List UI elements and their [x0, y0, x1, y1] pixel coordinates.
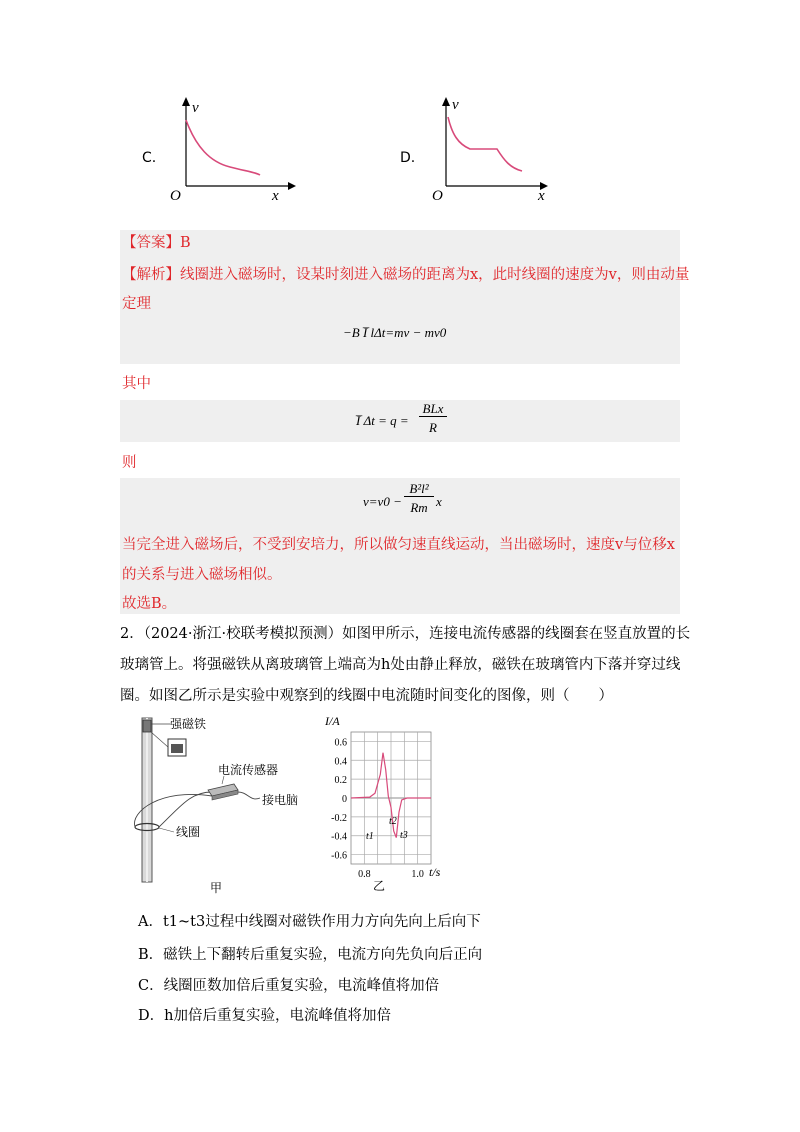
chart-y-label: I/A	[325, 714, 340, 728]
y-tick-label: -0.4	[331, 831, 347, 843]
graph-d-x-label: x	[538, 188, 545, 202]
option-d-text: h加倍后重复实验，电流峰值将加倍	[164, 1008, 391, 1024]
annotation-t1: t1	[366, 831, 374, 842]
option-c-text: 线圈匝数加倍后重复实验，电流峰值将加倍	[163, 978, 440, 994]
graph-d-y-arrow	[442, 97, 450, 106]
option-c-letter: C．	[138, 978, 164, 994]
question-2-line-2: 玻璃管上。将强磁铁从离玻璃管上端高为h处由静止释放，磁铁在玻璃管内下落并穿过线	[120, 657, 681, 673]
computer-label: 接电脑	[262, 793, 299, 807]
option-a[interactable]	[138, 910, 481, 931]
equation-3-denominator: Rm	[410, 500, 428, 515]
equation-3-numerator: B²l²	[404, 481, 434, 497]
then-label: 则	[122, 455, 137, 471]
option-b-text: 磁铁上下翻转后重复实验，电流方向先负向后正向	[163, 947, 483, 963]
y-tick-label: 0.6	[334, 737, 347, 749]
graph-d-curve	[448, 117, 522, 171]
analysis-line-1: 【解析】线圈进入磁场时，设某时刻进入磁场的距离为x，此时线圈的速度为v，则由动量	[122, 267, 690, 283]
y-tick-label: 0.2	[334, 775, 347, 787]
equation-2-denominator: R	[429, 420, 437, 435]
option-a-letter: A．	[138, 914, 163, 930]
equation-2-left: I̅ Δt = q =	[356, 413, 409, 428]
coil-leader	[159, 828, 174, 832]
option-d[interactable]	[138, 1004, 391, 1025]
option-b-letter: B．	[138, 947, 164, 963]
y-tick-label: 0.4	[334, 756, 347, 768]
strong-magnet	[143, 720, 151, 732]
graph-c-x-arrow	[288, 182, 296, 190]
among-label: 其中	[122, 376, 151, 392]
magnet-label: 强磁铁	[170, 717, 207, 731]
sensor-label: 电流传感器	[218, 763, 279, 777]
figure-jia	[120, 712, 300, 897]
x-tick-label: 1.0	[411, 869, 424, 880]
explanation-line-3: 故选B。	[122, 596, 177, 612]
question-2-line-1: 2．（2024·浙江·校联考模拟预测）如图甲所示，连接电流传感器的线圈套在竖直放置的长	[120, 626, 691, 642]
inset-leader	[151, 732, 168, 747]
option-c[interactable]	[138, 974, 439, 995]
answer-label: 【答案】B	[122, 235, 191, 251]
chart-caption: 乙	[373, 879, 386, 893]
graph-c-v-label: v	[192, 100, 199, 116]
equation-2-numerator: BLx	[419, 401, 447, 417]
annotation-t2: t2	[389, 816, 397, 827]
equation-3-left: v=v0 −	[363, 494, 402, 509]
equation-3-right: x	[436, 494, 442, 509]
graph-c-x-label: x	[272, 188, 279, 202]
equation-1: −B I̅ lΔt=mv − mv0	[343, 325, 447, 340]
explanation-line-2: 的关系与进入磁场相似。	[122, 567, 282, 583]
option-a-text: t1~t3过程中线圈对磁铁作用力方向先向上后向下	[162, 914, 481, 930]
question-2-line-3: 圈。如图乙所示是实验中观察到的线圈中电流随时间变化的图像，则（ ）	[120, 688, 613, 704]
chart-x-label: t/s	[429, 865, 441, 879]
x-tick-label: 0.8	[358, 869, 371, 880]
y-tick-label: 0	[342, 794, 347, 805]
graph-d-v-label: v	[452, 97, 459, 113]
solution-band-1	[120, 230, 680, 364]
sensor-leader	[222, 776, 224, 784]
option-d-label: D.	[400, 150, 416, 166]
option-c-label: C.	[142, 150, 157, 166]
figure-yi-chart	[305, 712, 465, 897]
magnet-inset-detail	[171, 744, 183, 753]
graph-c-o-label: O	[170, 188, 181, 202]
graph-d	[420, 92, 560, 202]
figure-jia-caption: 甲	[210, 881, 223, 895]
option-d-letter: D．	[138, 1008, 165, 1024]
computer-wire	[238, 792, 260, 799]
option-b[interactable]	[138, 943, 482, 964]
graph-d-o-label: O	[432, 188, 443, 202]
y-tick-label: -0.2	[331, 812, 347, 824]
graph-c	[160, 92, 300, 202]
graph-c-curve	[186, 120, 260, 175]
y-tick-label: -0.6	[331, 850, 347, 862]
graph-c-y-arrow	[182, 97, 190, 106]
annotation-t3: t3	[400, 830, 408, 841]
coil-label: 线圈	[176, 825, 201, 839]
analysis-line-2: 定理	[122, 296, 151, 312]
explanation-line-1: 当完全进入磁场后，不受到安培力，所以做匀速直线运动，当出磁场时，速度v与位移x	[122, 537, 675, 553]
